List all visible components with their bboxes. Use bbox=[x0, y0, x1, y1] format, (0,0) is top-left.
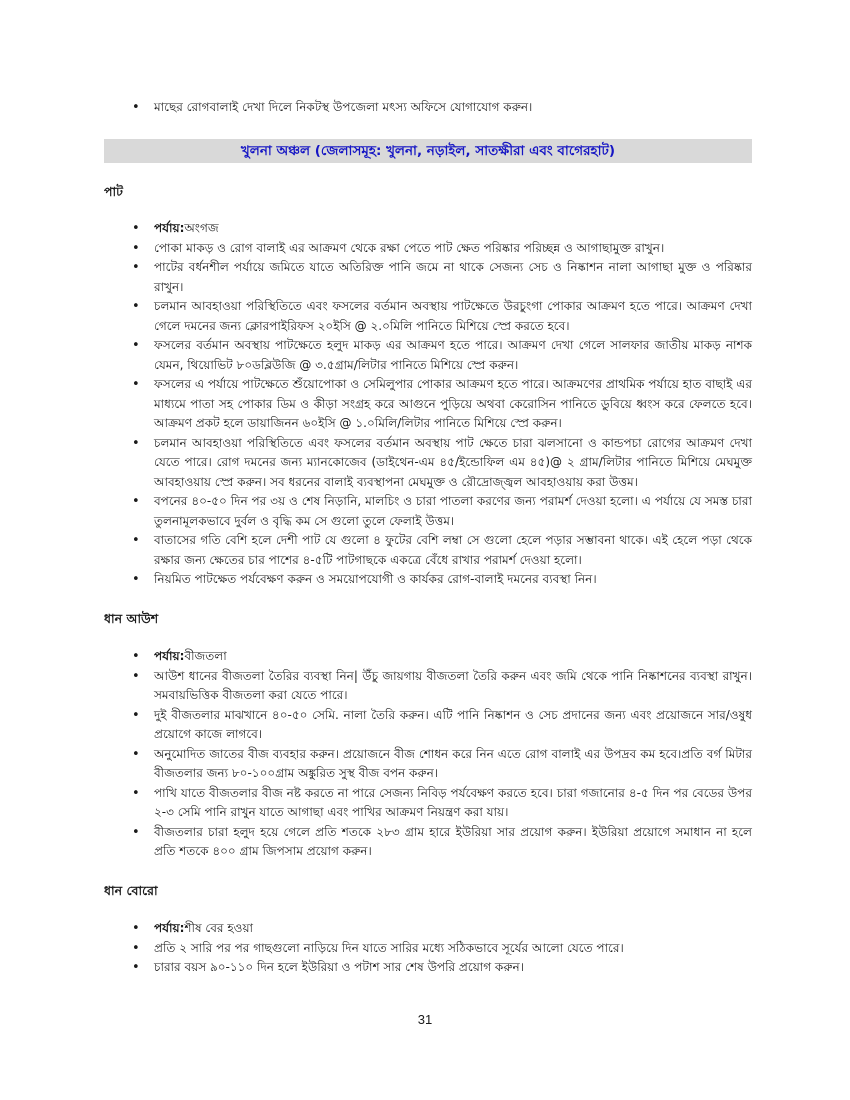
page-number: 31 bbox=[417, 1012, 433, 1027]
intro-list bbox=[130, 98, 750, 118]
list-item: • বাতাসের গতি বেশি হলে দেশী পাট যে গুলো ৪ ফুটের বেশি লম্বা সে গুলো হেলে পড়ার সম্ভাবনা থাকে। এই হেলে পড়া থেকে রক্ষার জন্য ক্ষেতের চার পাশের ৪-৫টি পাটগাছকে একত্রে বেঁধে রাখার পরামর্শ দেওয়া হলো। bbox=[130, 531, 752, 570]
section-heading-boro: ধান বোরো bbox=[104, 883, 158, 898]
list-item: • দুই বীজতলার মাঝখানে ৪০-৫০ সেমি. নালা তৈরি করুন। এটি পানি নিষ্কাশন ও সেচ প্রদানের জন্য এবং প্রয়োজনে সার/ওষুধ প্রয়োগে কাজে লাগবে। bbox=[130, 706, 752, 745]
stage-label: পর্যায়: bbox=[154, 221, 185, 235]
stage-value: শীষ বের হওয়া bbox=[184, 921, 254, 935]
list-item: • চলমান আবহাওয়া পরিস্থিতিতে এবং ফসলের বর্তমান অবস্থায় পাট ক্ষেতে চারা ঝলসানো ও কান্ডপচা রোগের আক্রমণ দেখা যেতে পারে। রোগ দমনের জন্য ম্যানকোজেব (ডাইথেন-এম ৪৫/ইন্ডোফিল এম ৪৫)@ ২ গ্রাম/লিটার পানিতে মিশিয়ে মেঘমুক্ত আবহাওয়ায় স্প্রে করুন। সব ধরনের বালাই ব্যবস্থাপনা মেঘমুক্ত ও রৌদ্রোজ্জ্বল আবহাওয়ায় করা উত্তম। bbox=[130, 434, 752, 493]
list-item: • ফসলের এ পর্যায়ে পাটক্ষেতে শুঁয়োপোকা ও সেমিলুপার পোকার আক্রমণ হতে পারে। আক্রমণের প্রাথমিক পর্যায়ে হাত বাছাই এর মাধ্যমে পাতা সহ পোকার ডিম ও কীড়া সংগ্রহ করে আগুনে পুড়িয়ে অথবা কেরোসিন পানিতে ডুবিয়ে ধ্বংস করে ফেলতে হবে। আক্রমণ প্রকট হলে ডায়াজিনন ৬০ইসি @ ১.০মিলি/লিটার পানিতে মিশিয়ে স্প্রে করুন। bbox=[130, 375, 752, 434]
boro-list bbox=[130, 919, 752, 978]
list-item: • আউশ ধানের বীজতলা তৈরির ব্যবস্থা নিন| উঁচু জায়গায় বীজতলা তৈরি করুন এবং জমি থেকে পানি নিষ্কাশনের ব্যবস্থা রাখুন। সমবায়ভিত্তিক বীজতলা করা যেতে পারে। bbox=[130, 667, 752, 706]
list-item: • চারার বয়স ৯০-১১০ দিন হলে ইউরিয়া ও পটাশ সার শেষ উপরি প্রয়োগ করুন। bbox=[130, 958, 752, 978]
stage-label: পর্যায়: bbox=[154, 921, 185, 935]
list-item: • পাখি যাতে বীজতলার বীজ নষ্ট করতে না পারে সেজন্য নিবিড় পর্যবেক্ষণ করতে হবে। চারা গজানোর ৪-৫ দিন পর বেডের উপর ২-৩ সেমি পানি রাখুন যাতে আগাছা এবং পাখির আক্রমণ নিয়ন্ত্রণ করা যায়। bbox=[130, 784, 752, 823]
list-item: • বীজতলার চারা হলুদ হয়ে গেলে প্রতি শতকে ২৮৩ গ্রাম হারে ইউরিয়া সার প্রয়োগ করুন। ইউরিয়া প্রয়োগে সমাধান না হলে প্রতি শতকে ৪০০ গ্রাম জিপসাম প্রয়োগ করুন। bbox=[130, 823, 752, 862]
jute-list bbox=[130, 219, 752, 590]
stage-label: পর্যায়: bbox=[154, 649, 185, 663]
stage-value: বীজতলা bbox=[184, 649, 227, 663]
list-item: • অনুমোদিত জাতের বীজ ব্যবহার করুন। প্রয়োজনে বীজ শোধন করে নিন এতে রোগ বালাই এর উপদ্রব কম হবে।প্রতি বর্গ মিটার বীজতলার জন্য ৮০-১০০গ্রাম অঙ্কুরিত সুস্থ বীজ বপন করুন। bbox=[130, 745, 752, 784]
list-item: • প্রতি ২ সারি পর পর গাছগুলো নাড়িয়ে দিন যাতে সারির মধ্যে সঠিকভাবে সূর্যের আলো যেতে পারে। bbox=[130, 939, 752, 959]
list-item: • নিয়মিত পাটক্ষেত পর্যবেক্ষণ করুন ও সময়োপযোগী ও কার্যকর রোগ-বালাই দমনের ব্যবস্থা নিন। bbox=[130, 570, 752, 590]
stage-item bbox=[130, 219, 752, 239]
list-item: • পোকা মাকড় ও রোগ বালাই এর আক্রমণ থেকে রক্ষা পেতে পাট ক্ষেত পরিষ্কার পরিচ্ছন্ন ও আগাছামুক্ত রাখুন। bbox=[130, 239, 752, 259]
stage-value: অংগজ bbox=[184, 221, 219, 235]
stage-item bbox=[130, 919, 752, 939]
aus-list bbox=[130, 647, 752, 862]
region-title-banner: খুলনা অঞ্চল (জেলাসমূহ: খুলনা, নড়াইল, সাতক্ষীরা এবং বাগেরহাট) bbox=[104, 139, 752, 163]
list-item: • মাছের রোগবালাই দেখা দিলে নিকটস্থ উপজেলা মৎস্য অফিসে যোগাযোগ করুন। bbox=[130, 98, 750, 118]
section-heading-jute: পাট bbox=[104, 184, 123, 199]
list-item: • ফসলের বর্তমান অবস্থায় পাটক্ষেতে হলুদ মাকড় এর আক্রমণ হতে পারে। আক্রমণ দেখা গেলে সালফার জাতীয় মাকড় নাশক যেমন, থিয়োভিট ৮০ডব্লিউজি @ ৩.৫গ্রাম/লিটার পানিতে মিশিয়ে স্প্রে করুন। bbox=[130, 336, 752, 375]
list-item: • চলমান আবহাওয়া পরিস্থিতিতে এবং ফসলের বর্তমান অবস্থায় পাটক্ষেতে উরচুংগা পোকার আক্রমণ হতে পারে। আক্রমণ দেখা গেলে দমনের জন্য ক্লোরপাইরিফস ২০ইসি @ ২.০মিলি পানিতে মিশিয়ে স্প্রে করতে হবে। bbox=[130, 297, 752, 336]
list-item: • বপনের ৪০-৫০ দিন পর ৩য় ও শেষ নিড়ানি, মালচিং ও চারা পাতলা করণের জন্য পরামর্শ দেওয়া হলো। এ পর্যায়ে যে সমস্ত চারা তুলনামূলকভাবে দুর্বল ও বৃদ্ধি কম সে গুলো তুলে ফেলাই উত্তম। bbox=[130, 492, 752, 531]
list-item: • পাটের বর্ধনশীল পর্যায়ে জমিতে যাতে অতিরিক্ত পানি জমে না থাকে সেজন্য সেচ ও নিষ্কাশন নালা আগাছা মুক্ত ও পরিষ্কার রাখুন। bbox=[130, 258, 752, 297]
section-heading-aus: ধান আউশ bbox=[104, 611, 159, 626]
stage-item bbox=[130, 647, 752, 667]
